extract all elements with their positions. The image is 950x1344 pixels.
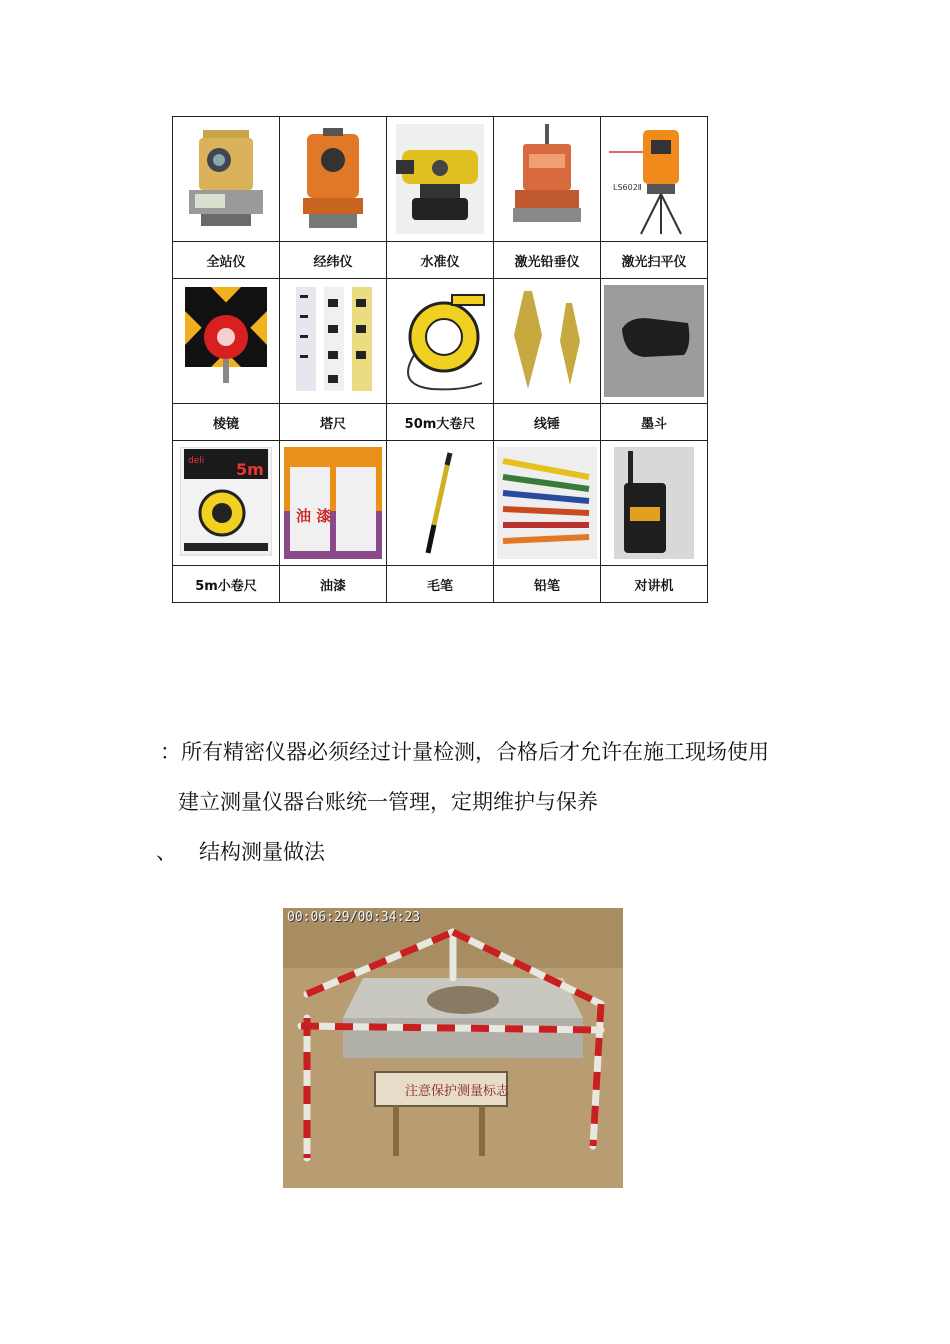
instrument-image-row-3 bbox=[173, 441, 708, 566]
survey-marker-photo bbox=[283, 908, 623, 1188]
section-title: 结构测量做法 bbox=[199, 840, 325, 864]
instrument-label: 激光扫平仪 bbox=[601, 242, 708, 279]
instrument-ledger-text: 建立测量仪器台账统一管理，定期维护与保养 bbox=[178, 790, 598, 814]
laser-plumb-image bbox=[494, 117, 601, 242]
instrument-image-row-1 bbox=[173, 117, 708, 242]
laser-model-label: LS602Ⅱ bbox=[613, 183, 642, 192]
pencil-image bbox=[494, 441, 601, 566]
instrument-label: 对讲机 bbox=[601, 566, 708, 603]
marker-sign-text: 注意保护测量标志 bbox=[405, 1084, 510, 1099]
instrument-label: 全站仪 bbox=[173, 242, 280, 279]
instrument-label-row-2 bbox=[173, 404, 708, 441]
section-marker: 、 bbox=[156, 840, 177, 864]
walkie-talkie-image bbox=[601, 441, 708, 566]
instrument-label: 经纬仪 bbox=[280, 242, 387, 279]
instrument-rule-text: ：所有精密仪器必须经过计量检测，合格后才允许在施工现场使用 bbox=[160, 740, 769, 764]
video-timecode: 00:06:29/00:34:23 bbox=[287, 910, 421, 925]
instrument-image-row-2 bbox=[173, 279, 708, 404]
long-tape-image bbox=[387, 279, 494, 404]
instrument-label: 5m小卷尺 bbox=[173, 566, 280, 603]
instrument-label: 水准仪 bbox=[387, 242, 494, 279]
tower-ruler-image bbox=[280, 279, 387, 404]
total-station-image bbox=[173, 117, 280, 242]
level-image bbox=[387, 117, 494, 242]
instrument-label-row-1 bbox=[173, 242, 708, 279]
theodolite-image bbox=[280, 117, 387, 242]
instrument-label: 棱镜 bbox=[173, 404, 280, 441]
instrument-label: 50m大卷尺 bbox=[387, 404, 494, 441]
laser-sweep-level-image bbox=[601, 117, 708, 242]
plumb-bob-image bbox=[494, 279, 601, 404]
paint-image bbox=[280, 441, 387, 566]
section-heading bbox=[156, 838, 325, 866]
paint-label: 油 漆 bbox=[296, 507, 332, 525]
instrument-label: 墨斗 bbox=[601, 404, 708, 441]
instrument-label-row-3 bbox=[173, 566, 708, 603]
short-tape-image bbox=[173, 441, 280, 566]
instrument-table bbox=[172, 116, 708, 603]
instrument-label: 塔尺 bbox=[280, 404, 387, 441]
tape-brand-label: deli bbox=[188, 456, 205, 466]
instrument-label: 油漆 bbox=[280, 566, 387, 603]
prism-image bbox=[173, 279, 280, 404]
ink-marker-image bbox=[601, 279, 708, 404]
instrument-label: 线锤 bbox=[494, 404, 601, 441]
brush-image bbox=[387, 441, 494, 566]
tape-length-label: 5m bbox=[236, 460, 264, 479]
instrument-label: 毛笔 bbox=[387, 566, 494, 603]
instrument-label: 铅笔 bbox=[494, 566, 601, 603]
instrument-label: 激光铅垂仪 bbox=[494, 242, 601, 279]
